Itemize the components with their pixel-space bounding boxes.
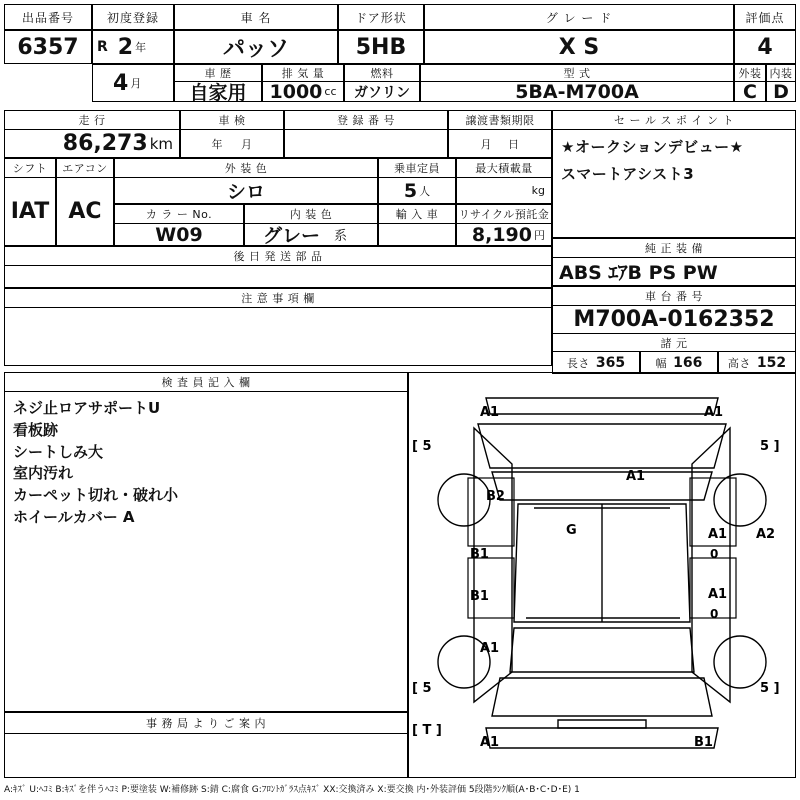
width-value: 166	[673, 354, 703, 371]
seats-value-cell	[378, 178, 456, 204]
rating-label-cell	[734, 4, 796, 30]
transfer-month-unit: 月	[480, 137, 492, 151]
ext-grade-value-cell	[734, 82, 766, 102]
inspector-label: 検 査 員 記 入 欄	[161, 376, 251, 389]
transfer-value-cell	[448, 130, 552, 158]
recycle-unit: 円	[534, 228, 545, 242]
first-reg-month-cell	[92, 64, 174, 102]
diagram-mark: A1	[708, 587, 728, 602]
registration-label: 登 録 番 号	[337, 114, 395, 127]
seats-unit: 人	[419, 184, 431, 198]
diagram-mark: 5 ]	[760, 439, 780, 454]
shaken-label: 車 検	[218, 114, 246, 127]
diagram-mark: 0	[710, 607, 719, 621]
sales-point-label-cell	[552, 110, 796, 130]
car-damage-diagram	[408, 372, 796, 778]
diagram-mark: B1	[694, 735, 713, 750]
load-label-cell	[456, 158, 552, 178]
mileage-label-cell	[4, 110, 180, 130]
mileage-value: 86,273	[62, 131, 148, 156]
sales-point-label: セ ー ル ス ポ イ ン ト	[614, 114, 734, 127]
inspector-note: カーペット切れ・破れ小	[13, 486, 179, 504]
door-label: ドア形状	[355, 10, 407, 25]
shaken-label-cell	[180, 110, 284, 130]
dimension-label-cell	[552, 334, 796, 352]
diagram-mark: A1	[708, 527, 728, 542]
rating-value-cell	[734, 30, 796, 64]
grade-value-cell	[424, 30, 734, 64]
displacement-unit: cc	[324, 85, 337, 98]
diagram-mark: A2	[756, 527, 776, 542]
inspector-note: ホイールカバー A	[13, 507, 135, 526]
equipment-label: 純 正 装 備	[645, 242, 703, 255]
later-parts-label-cell	[4, 246, 552, 266]
sales-point-box	[552, 130, 796, 238]
legend-footer: A:ｷｽﾞ U:ﾍｺﾐ B:ｷｽﾞを伴うﾍｺﾐ P:要塗装 W:補修跡 S:錆 C:腐食 G:ﾌﾛﾝﾄｶﾞﾗｽ点ｷｽﾞ XX:交換済み X:要交換 内･外装評価 5段階ﾗﾝｸ順(A･B･C･D･E) 1	[4, 785, 580, 795]
diagram-mark: 5 ]	[760, 681, 780, 696]
diagram-mark: [ 5	[412, 681, 432, 696]
seats-value: 5	[403, 179, 418, 202]
inspector-note: 看板跡	[13, 420, 59, 439]
history-value: 自家用	[189, 82, 247, 102]
inspector-note: シートしみ大	[13, 442, 104, 461]
fuel-value: ガソリン	[354, 84, 410, 101]
shaken-month-unit: 月	[241, 137, 253, 151]
diagram-mark: A1	[480, 641, 500, 656]
first-reg-month-unit: 月	[130, 77, 142, 90]
exterior-color-value-cell	[114, 178, 378, 204]
interior-color-value-cell	[244, 224, 378, 246]
equipment-label-cell	[552, 238, 796, 258]
model-value: 5BA-M700A	[515, 82, 639, 102]
equipment-value-cell	[552, 258, 796, 286]
car-name-value-cell	[174, 30, 338, 64]
first-reg-era: R	[97, 39, 108, 55]
ext-grade-value: C	[743, 82, 757, 102]
int-grade-label-cell	[766, 64, 796, 82]
width-cell	[640, 352, 718, 374]
ac-label: エアコン	[62, 162, 108, 175]
ac-value-cell	[56, 178, 114, 246]
office-notes-box	[4, 734, 408, 778]
diagram-mark: A1	[480, 735, 500, 750]
shift-value: IAT	[10, 199, 50, 224]
length-cell	[552, 352, 640, 374]
diagram-mark: A1	[626, 469, 646, 484]
door-value: 5HB	[355, 34, 407, 60]
length-label: 長さ	[566, 356, 590, 370]
exterior-color-label-cell	[114, 158, 378, 178]
height-cell	[718, 352, 796, 374]
shift-label: シフト	[12, 162, 48, 175]
displacement-value-cell	[262, 82, 344, 102]
mileage-unit: km	[149, 134, 173, 153]
diagram-mark: A1	[704, 405, 724, 420]
seats-label: 乗車定員	[394, 162, 440, 175]
chassis-value-cell	[552, 306, 796, 334]
fuel-value-cell	[344, 82, 420, 102]
later-parts-label: 後 日 発 送 部 品	[233, 250, 323, 263]
length-value: 365	[595, 354, 626, 371]
load-label: 最大積載量	[475, 162, 533, 175]
diagram-mark: B1	[470, 589, 489, 604]
ext-grade-label-cell	[734, 64, 766, 82]
car-name-label: 車 名	[240, 10, 272, 25]
lot-number-label: 出品番号	[21, 10, 74, 25]
int-grade-value: D	[773, 82, 789, 102]
sales-point-line: スマートアシスト3	[561, 165, 695, 183]
chassis-value: M700A-0162352	[573, 307, 775, 332]
grade-label-cell	[424, 4, 734, 30]
history-value-cell	[174, 82, 262, 102]
interior-color-label: 内 装 色	[289, 208, 333, 221]
notes-label: 注 意 事 項 欄	[241, 292, 315, 305]
model-label-cell	[420, 64, 734, 82]
chassis-label-cell	[552, 286, 796, 306]
exterior-color-label: 外 装 色	[224, 162, 268, 175]
equipment-value: ABS ｴｱB PS PW	[559, 262, 718, 284]
car-name-value: パッソ	[222, 36, 289, 62]
office-label-cell	[4, 712, 408, 734]
recycle-label-cell	[456, 204, 552, 224]
color-no-label-cell	[114, 204, 244, 224]
load-unit: kg	[531, 184, 545, 197]
office-label: 事 務 局 よ り ご 案 内	[146, 717, 266, 730]
lot-number-value-cell	[4, 30, 92, 64]
seats-label-cell	[378, 158, 456, 178]
int-grade-label: 内装	[769, 67, 793, 80]
diagram-mark: B2	[486, 489, 505, 504]
mileage-label: 走 行	[78, 114, 106, 127]
mileage-value-cell	[4, 130, 180, 158]
door-label-cell	[338, 4, 424, 30]
first-reg-year-unit: 年	[135, 41, 147, 54]
shaken-year-unit: 年	[211, 137, 223, 151]
shift-value-cell	[4, 178, 56, 246]
ext-grade-label: 外装	[738, 67, 762, 80]
transfer-label-cell	[448, 110, 552, 130]
displacement-value: 1000	[269, 82, 323, 102]
fuel-label: 燃料	[370, 67, 394, 80]
displacement-label-cell	[262, 64, 344, 82]
registration-label-cell	[284, 110, 448, 130]
history-label-cell	[174, 64, 262, 82]
diagram-mark: [ T ]	[412, 723, 442, 738]
notes-value-cell	[4, 308, 552, 366]
height-label: 高さ	[727, 356, 751, 370]
color-no-value-cell	[114, 224, 244, 246]
recycle-value-cell	[456, 224, 552, 246]
transfer-label: 譲渡書類期限	[465, 114, 535, 127]
grade-value: X S	[558, 34, 600, 60]
ac-label-cell	[56, 158, 114, 178]
shift-label-cell	[4, 158, 56, 178]
recycle-value: 8,190	[471, 224, 532, 246]
grade-label: グ レ ー ド	[545, 10, 613, 25]
history-label: 車 歴	[204, 67, 232, 80]
inspector-notes-box	[4, 392, 408, 712]
later-parts-value-cell	[4, 266, 552, 288]
rating-label: 評価点	[745, 10, 785, 25]
diagram-mark: [ 5	[412, 439, 432, 454]
interior-color-value: グレー	[263, 225, 321, 246]
exterior-color-value: シロ	[226, 181, 265, 203]
sales-point-line: ★オークションデビュー★	[561, 138, 744, 156]
first-reg-year: 2	[117, 34, 134, 60]
chassis-label: 車 台 番 号	[645, 290, 703, 303]
dimension-label: 諸 元	[660, 336, 688, 350]
first-reg-value-cell	[92, 30, 174, 64]
interior-color-suffix: 系	[334, 229, 348, 244]
first-reg-month: 4	[113, 70, 129, 96]
int-grade-value-cell	[766, 82, 796, 102]
registration-value-cell	[284, 130, 448, 158]
car-name-label-cell	[174, 4, 338, 30]
import-value-cell	[378, 224, 456, 246]
inspector-note: 室内汚れ	[13, 464, 74, 483]
rating-value: 4	[757, 34, 773, 60]
width-label: 幅	[655, 356, 668, 370]
import-label: 輸 入 車	[395, 208, 439, 221]
diagram-mark: A1	[480, 405, 500, 420]
shaken-value-cell	[180, 130, 284, 158]
lot-number-value: 6357	[17, 34, 79, 60]
diagram-mark: G	[566, 523, 577, 538]
displacement-label: 排 気 量	[281, 67, 325, 80]
color-no-value: W09	[155, 224, 203, 246]
transfer-day-unit: 日	[508, 137, 520, 151]
notes-label-cell	[4, 288, 552, 308]
fuel-label-cell	[344, 64, 420, 82]
first-reg-label: 初度登録	[106, 10, 159, 25]
inspector-note: ネジ止ロアサポートU	[13, 399, 161, 417]
inspector-label-cell	[4, 372, 408, 392]
color-no-label: カ ラ ー No.	[145, 208, 213, 221]
diagram-mark: 0	[710, 547, 719, 561]
recycle-label: リサイクル預託金	[458, 208, 550, 221]
height-value: 152	[756, 354, 787, 371]
door-value-cell	[338, 30, 424, 64]
load-value-cell	[456, 178, 552, 204]
ac-value: AC	[68, 199, 102, 224]
lot-number-label-cell	[4, 4, 92, 30]
first-reg-label-cell	[92, 4, 174, 30]
model-label: 型 式	[563, 67, 591, 80]
model-value-cell	[420, 82, 734, 102]
import-label-cell	[378, 204, 456, 224]
diagram-mark: B1	[470, 547, 489, 562]
interior-color-label-cell	[244, 204, 378, 224]
